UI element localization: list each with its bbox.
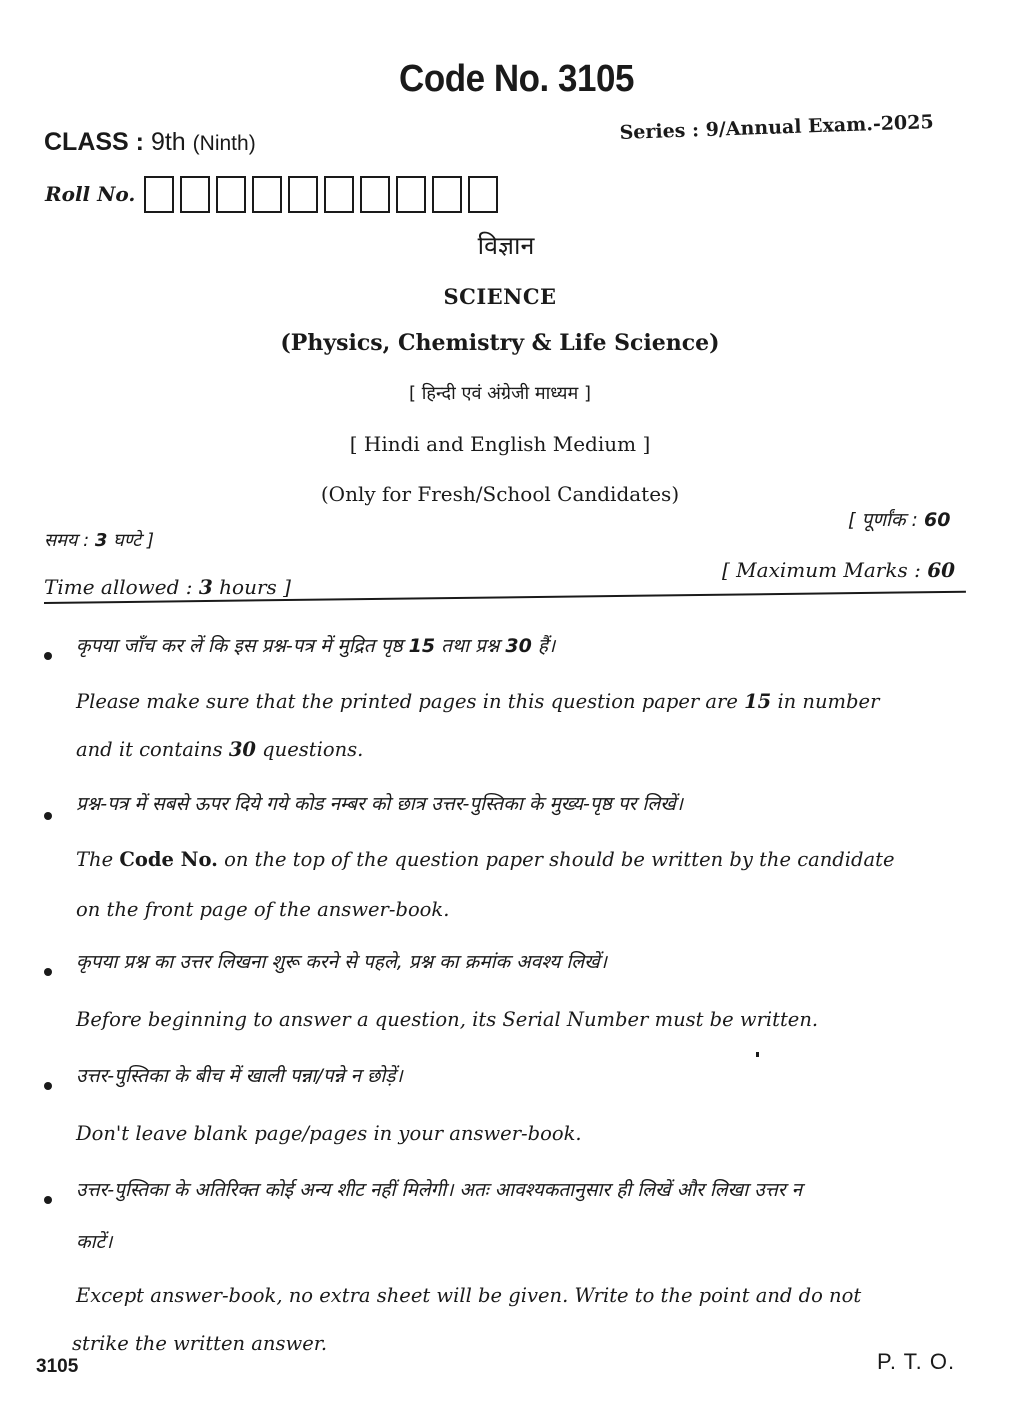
time-hi-unit: घण्टे ] <box>113 530 154 551</box>
i1-hi-part-b: तथा प्रश्न <box>441 635 500 657</box>
roll-number-boxes <box>144 176 504 213</box>
roll-box-5[interactable] <box>288 176 318 213</box>
roll-box-4[interactable] <box>252 176 282 213</box>
instruction-4-hindi: उत्तर-पुस्तिका के बीच में खाली पन्ना/पन्ने न छोड़ें। <box>76 1065 403 1087</box>
time-allowed-english <box>44 575 291 599</box>
instruction-3-hindi: कृपया प्रश्न का उत्तर लिखना शुरू करने से पहले, प्रश्न का क्रमांक अवश्य लिखें। <box>76 951 607 973</box>
max-marks-english <box>722 558 955 582</box>
bullet-3 <box>44 968 52 976</box>
candidates-note: (Only for Fresh/School Candidates) <box>320 482 680 506</box>
roll-box-9[interactable] <box>432 176 462 213</box>
subject-branches: (Physics, Chemistry & Life Science) <box>280 330 720 356</box>
medium-english: [ Hindi and English Medium ] <box>349 432 651 456</box>
marks-hi-value: 60 <box>923 509 951 531</box>
instruction-5-english-line-2: strike the written answer. <box>72 1332 328 1355</box>
i1-en-questions: 30 <box>228 738 256 761</box>
code-number-title: Code No. 3105 <box>399 58 634 100</box>
scan-speck <box>756 1052 759 1057</box>
i2-en-code: Code No. <box>119 848 218 871</box>
time-hi-label: समय : <box>44 530 90 551</box>
bullet-4 <box>44 1082 52 1090</box>
instruction-5-hindi-line-1: उत्तर-पुस्तिका के अतिरिक्त कोई अन्य शीट नहीं मिलेगी। अतः आवश्यकतानुसार ही लिखें और लिखा उत्तर न <box>76 1179 803 1201</box>
marks-hi-label: [ पूर्णांक : <box>848 509 918 531</box>
i1-hi-part-a: कृपया जाँच कर लें कि इस प्रश्न-पत्र में मुद्रित पृष्ठ <box>76 635 403 657</box>
footer-pto: P. T. O. <box>877 1349 956 1374</box>
class-value: 9th <box>150 128 186 156</box>
i1-en-part-b: in number <box>777 690 880 713</box>
marks-en-label: [ Maximum Marks : <box>722 558 921 582</box>
i1-en-part-d: questions. <box>262 738 364 761</box>
i1-hi-part-c: हैं। <box>537 635 556 657</box>
instruction-2-english-line-2: on the front page of the answer-book. <box>76 898 450 921</box>
i2-en-part-a: The <box>76 848 114 871</box>
instruction-5-hindi-line-2: काटें। <box>76 1231 113 1253</box>
instruction-1-english-line-2 <box>76 738 363 761</box>
bullet-5 <box>44 1196 52 1204</box>
series-info: Series : 9/Annual Exam.-2025 <box>619 111 934 144</box>
instruction-1-hindi <box>76 632 555 658</box>
roll-box-1[interactable] <box>144 176 174 213</box>
max-marks-hindi <box>848 506 950 532</box>
class-line <box>44 128 256 157</box>
subject-title-english: SCIENCE <box>443 284 557 309</box>
roll-box-2[interactable] <box>180 176 210 213</box>
instruction-2-english-line-1 <box>76 848 895 871</box>
instruction-1-english-line-1 <box>76 690 879 713</box>
bullet-1 <box>44 652 52 660</box>
roll-box-8[interactable] <box>396 176 426 213</box>
time-en-label: Time allowed : <box>44 575 193 599</box>
i2-en-part-b: on the top of the question paper should be written by the candidate <box>224 848 895 871</box>
subject-title-hindi: विज्ञान <box>477 231 535 260</box>
marks-en-value: 60 <box>927 558 956 582</box>
bullet-2 <box>44 812 52 820</box>
roll-box-7[interactable] <box>360 176 390 213</box>
roll-box-3[interactable] <box>216 176 246 213</box>
class-note: (Ninth) <box>192 132 256 155</box>
i1-en-part-a: Please make sure that the printed pages in this question paper are <box>76 690 738 713</box>
instruction-4-english: Don't leave blank page/pages in your answer-book. <box>76 1122 582 1145</box>
i1-en-part-c: and it contains <box>76 738 223 761</box>
roll-number-label: Roll No. <box>45 182 136 206</box>
time-allowed-hindi <box>44 528 154 552</box>
class-label: CLASS : <box>44 128 144 156</box>
i1-hi-questions: 30 <box>505 635 532 657</box>
instruction-2-hindi: प्रश्न-पत्र में सबसे ऊपर दिये गये कोड नम्बर को छात्र उत्तर-पुस्तिका के मुख्य-पृष्ठ पर लिखें। <box>76 793 683 815</box>
time-en-unit: hours ] <box>219 575 291 599</box>
time-hi-value: 3 <box>94 530 108 551</box>
instruction-5-english-line-1: Except answer-book, no extra sheet will be given. Write to the point and do not <box>76 1284 862 1307</box>
instruction-3-english: Before beginning to answer a question, its Serial Number must be written. <box>76 1008 819 1031</box>
footer-code-number: 3105 <box>36 1356 79 1377</box>
medium-hindi: [ हिन्दी एवं अंग्रेजी माध्यम ] <box>409 383 591 404</box>
i1-en-pages: 15 <box>744 690 772 713</box>
time-en-value: 3 <box>198 575 213 599</box>
i1-hi-pages: 15 <box>408 635 436 657</box>
roll-box-6[interactable] <box>324 176 354 213</box>
roll-box-10[interactable] <box>468 176 498 213</box>
